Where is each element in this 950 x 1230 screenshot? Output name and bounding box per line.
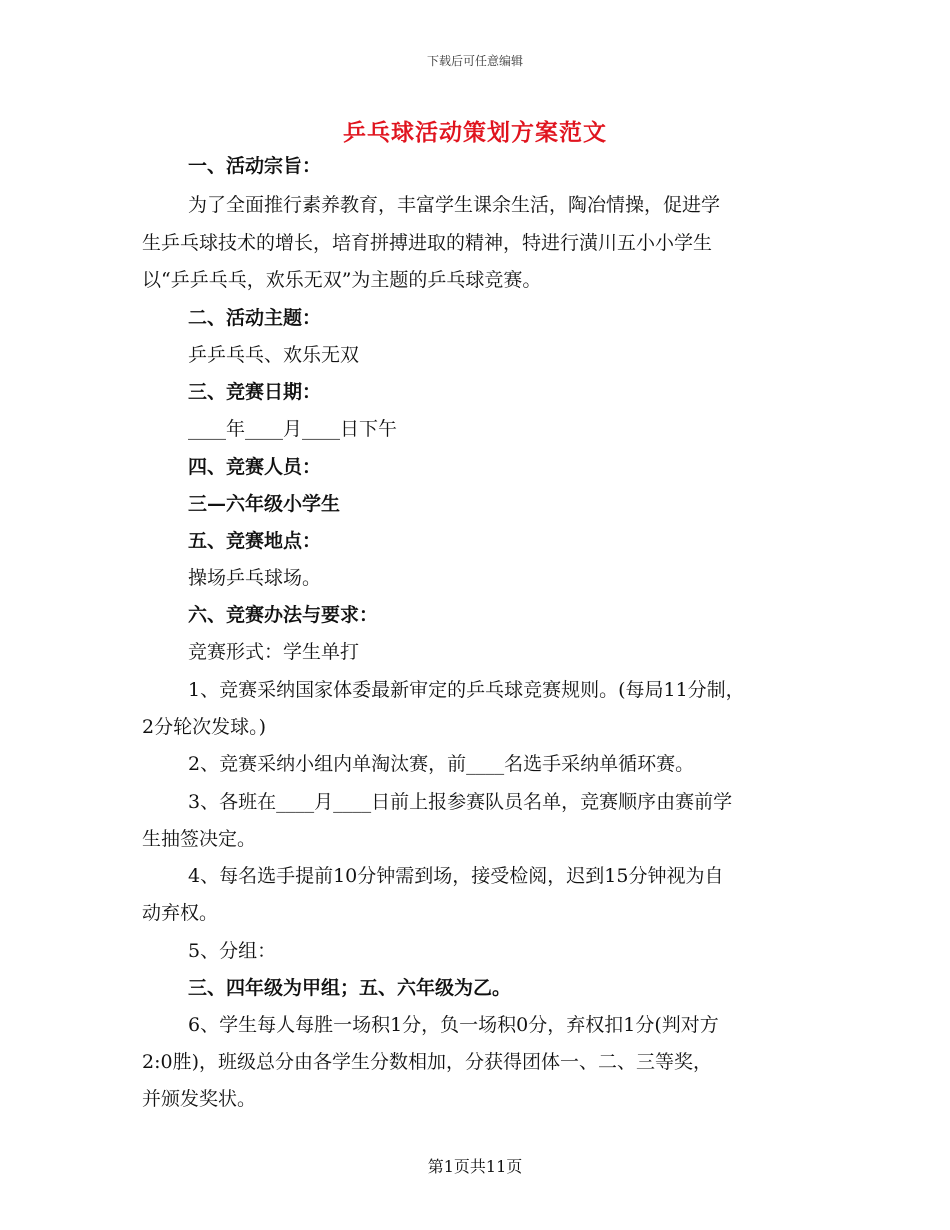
paragraph-line: 为了全面推行素养教育，丰富学生课余生活，陶冶情操，促进学 (188, 194, 721, 216)
section-heading-date: 三、竞赛日期： (188, 381, 322, 403)
section-heading-theme: 二、活动主题： (188, 307, 322, 329)
rule-item: 6、学生每人每胜一场积1分，负一场积0分，弃权扣1分(判对方 (188, 1014, 719, 1036)
document-title: 乒乓球活动策划方案范文 (343, 119, 607, 146)
rule-item: 1、竞赛采纳国家体委最新审定的乒乓球竞赛规则。(每局11分制， (188, 679, 745, 701)
paragraph-line: 三、四年级为甲组；五、六年级为乙。 (188, 977, 512, 999)
paragraph-line: 2:0胜)，班级总分由各学生分数相加，分获得团体一、二、三等奖， (142, 1051, 712, 1073)
section-heading-purpose: 一、活动宗旨： (188, 155, 322, 177)
section-heading-location: 五、竞赛地点： (188, 530, 322, 552)
rule-item: 3、各班在____月____日前上报参赛队员名单，竞赛顺序由赛前学 (188, 791, 733, 813)
rule-item: 4、每名选手提前10分钟需到场，接受检阅，迟到15分钟视为自 (188, 865, 724, 887)
paragraph-line: 操场乒乓球场。 (188, 567, 322, 589)
paragraph-line: 以“乒乒乓乓，欢乐无双”为主题的乒乓球竞赛。 (142, 269, 542, 291)
rule-item: 2、竞赛采纳小组内单淘汰赛，前____名选手采纳单循环赛。 (188, 753, 695, 775)
paragraph-line: ____年____月____日下午 (188, 418, 398, 440)
paragraph-line: 2分轮次发球。) (142, 716, 267, 738)
header-note: 下载后可任意编辑 (426, 54, 523, 68)
section-heading-rules: 六、竞赛办法与要求： (188, 604, 379, 626)
paragraph-line: 动弃权。 (142, 902, 219, 924)
page-footer: 第1页共11页 (427, 1157, 523, 1176)
paragraph-line: 生抽签决定。 (142, 828, 257, 850)
rule-item: 5、分组： (188, 940, 277, 962)
paragraph-line: 并颁发奖状。 (142, 1088, 257, 1110)
section-heading-participants: 四、竞赛人员： (188, 456, 322, 478)
paragraph-line: 生乒乓球技术的增长，培育拼搏进取的精神，特进行潢川五小小学生 (142, 232, 713, 254)
paragraph-line: 三—六年级小学生 (188, 493, 341, 515)
paragraph-line: 竞赛形式：学生单打 (188, 641, 360, 663)
paragraph-line: 乒乒乓乓、欢乐无双 (188, 344, 360, 366)
